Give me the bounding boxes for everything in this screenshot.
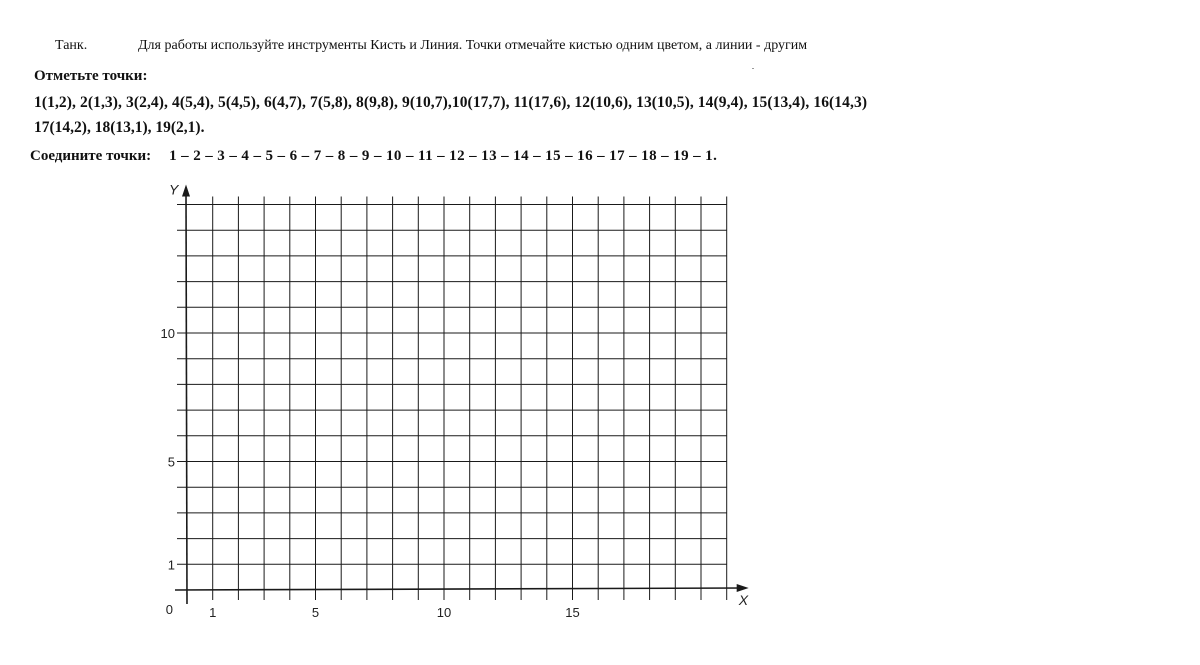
points-list-line-2: 17(14,2), 18(13,1), 19(2,1). [34,119,205,136]
grid-lines [177,197,727,601]
axes [175,185,749,605]
task-title: Танк. [55,38,88,53]
points-list-line-1: 1(1,2), 2(1,3), 3(2,4), 4(5,4), 5(4,5), 6(4,7), 7(5,8), 8(9,8), 9(10,7),10(17,7), 11(17,6), 12(10,6), 13(10,5), 14(9,4), 15(13,4), 16(14,3) [34,94,868,111]
x-tick-label: 15 [565,605,580,620]
y-axis-label: Y [169,181,179,198]
x-tick-label: 10 [436,605,452,620]
connect-points-sequence: 1 – 2 – 3 – 4 – 5 – 6 – 7 – 8 – 9 – 10 – 11 – 12 – 13 – 14 – 15 – 16 – 17 – 18 – 19 – 1. [169,148,718,164]
y-tick-label: 1 [167,557,175,573]
task-instructions: Для работы используйте инструменты Кисть и Линия. Точки отмечайте кистью одним цветом, а линии - другим [138,38,808,53]
x-axis-arrow [737,584,749,592]
x-axis-line [175,588,745,590]
origin-label: 0 [165,602,173,617]
x-tick-label: 5 [311,605,320,620]
y-tick-label: 10 [160,326,175,341]
x-tick-label: 1 [209,605,217,620]
mark-points-heading: Отметьте точки: [34,68,148,84]
y-axis-line [186,191,187,605]
x-axis-label: X [738,592,749,608]
y-tick-label: 5 [167,454,175,470]
axis-labels [161,182,749,621]
y-axis-arrow [182,185,190,197]
connect-points-label: Соедините точки: [30,148,152,164]
